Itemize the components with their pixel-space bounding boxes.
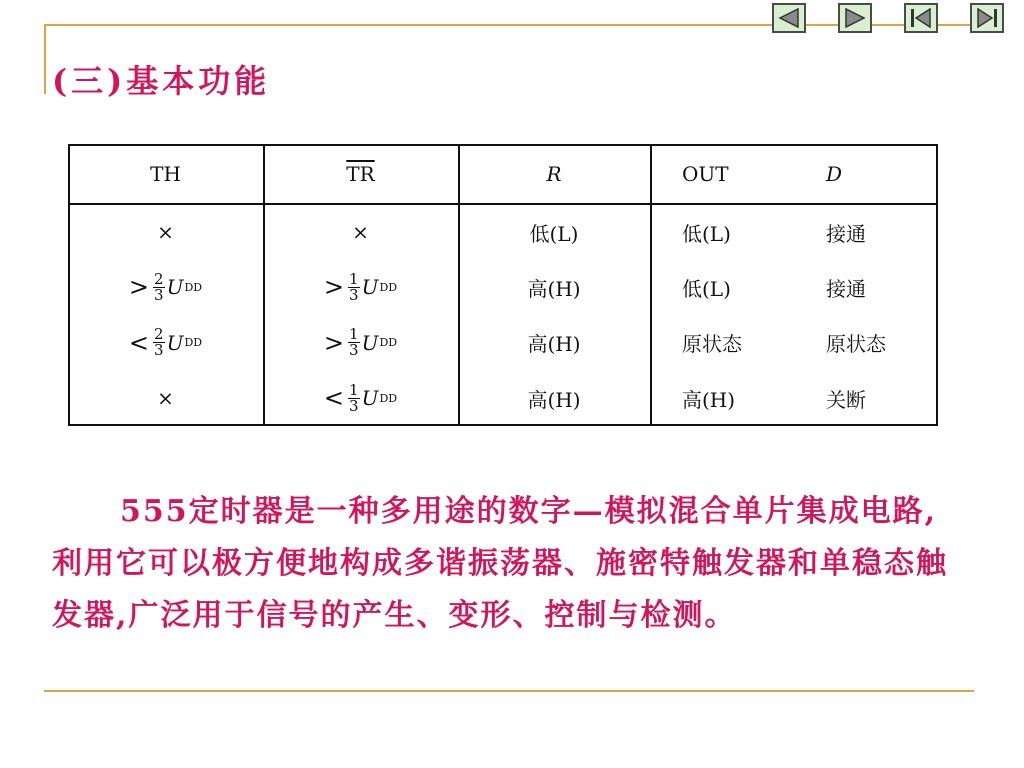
fraction-numerator: 1: [349, 325, 359, 344]
fraction-denominator: 3: [154, 341, 164, 360]
section-heading: (三)基本功能: [52, 62, 271, 100]
next-slide-button[interactable]: [838, 3, 872, 33]
cell-tr: [263, 315, 458, 371]
table-row: [68, 371, 938, 427]
fraction-denominator: 3: [154, 285, 164, 304]
cell-out-d: [650, 315, 938, 371]
bottom-rule: [44, 690, 974, 692]
relation-symbol: >: [128, 273, 150, 302]
cell-out: 高(H): [682, 387, 736, 412]
fraction: [348, 269, 360, 304]
fraction-numerator: 2: [154, 325, 164, 344]
cell-d: 接通: [826, 221, 866, 246]
fraction-numerator: 1: [349, 380, 359, 399]
cell-tr: [263, 371, 458, 427]
relation-symbol: <: [323, 384, 345, 413]
cell-r: 高(H): [527, 276, 581, 301]
description-paragraph: 555定时器是一种多用途的数字—模拟混合单片集成电路,利用它可以极方便地构成多谐振荡器、施密特触发器和单稳态触发器,广泛用于信号的产生、变形、控制与检测。: [52, 494, 948, 633]
relation-symbol: >: [323, 328, 345, 357]
cell-out-d: [650, 260, 938, 316]
cell-r: 低(L): [529, 221, 579, 246]
voltage-variable: U: [361, 275, 379, 300]
voltage-subscript: DD: [379, 391, 398, 405]
threshold-expression: [323, 269, 398, 304]
table-body: [68, 204, 938, 426]
cell-out: 低(L): [682, 276, 731, 301]
cell-tr: [263, 204, 458, 260]
table-row: [68, 315, 938, 371]
header-tr-label: $\overline{TR}$: [346, 161, 375, 186]
header-r-label: R: [546, 161, 562, 186]
fraction: [348, 380, 360, 415]
cell-th: [68, 260, 263, 316]
fraction: [153, 327, 165, 358]
cell-out: 低(L): [682, 221, 731, 246]
cell-tr: [263, 260, 458, 316]
threshold-expression: [323, 380, 398, 415]
cell-tr-value: ×: [352, 220, 369, 245]
cell-th: [68, 315, 263, 371]
cell-th-value: ×: [157, 386, 174, 411]
column-divider: [458, 144, 460, 426]
triangle-left-icon: [776, 7, 802, 29]
first-slide-button[interactable]: [904, 3, 938, 33]
fraction-numerator: 1: [349, 269, 359, 288]
header-r: [458, 144, 650, 204]
voltage-subscript: DD: [379, 336, 398, 350]
fraction: [348, 327, 360, 358]
cell-out-d: [650, 371, 938, 427]
fraction-denominator: 3: [349, 285, 359, 304]
cell-th: [68, 204, 263, 260]
fraction-denominator: 3: [349, 341, 359, 360]
threshold-expression: [128, 269, 203, 304]
column-divider: [650, 144, 652, 426]
voltage-variable: U: [166, 275, 184, 300]
skip-last-icon: [974, 7, 1000, 29]
voltage-subscript: DD: [184, 336, 203, 350]
left-rule: [44, 24, 46, 94]
last-slide-button[interactable]: [970, 3, 1004, 33]
header-out-d: [650, 144, 938, 204]
triangle-right-icon: [842, 7, 868, 29]
relation-symbol: <: [128, 328, 150, 357]
skip-first-icon: [908, 7, 934, 29]
header-out: OUT: [682, 161, 729, 186]
threshold-expression: [129, 327, 202, 358]
table-row: [68, 204, 938, 260]
cell-d: 关断: [826, 387, 866, 412]
header-tr: [263, 144, 458, 204]
cell-out: 原状态: [682, 332, 742, 357]
header-d: D: [826, 161, 843, 186]
cell-r: 高(H): [527, 387, 581, 412]
cell-d: 接通: [826, 276, 866, 301]
cell-th: [68, 371, 263, 427]
voltage-variable: U: [166, 330, 184, 355]
column-divider: [263, 144, 265, 426]
header-th: TH: [68, 144, 263, 204]
table-header-row: [68, 144, 938, 204]
cell-r: 高(H): [527, 332, 581, 357]
slide-navigation: [770, 3, 1020, 37]
table-row: [68, 260, 938, 316]
voltage-variable: U: [361, 330, 379, 355]
voltage-subscript: DD: [379, 280, 398, 294]
voltage-subscript: DD: [184, 280, 203, 294]
voltage-variable: U: [361, 386, 379, 411]
cell-out-d: [650, 204, 938, 260]
truth-table-container: [68, 144, 938, 426]
truth-table: [68, 144, 938, 426]
fraction-denominator: 3: [349, 396, 359, 415]
threshold-expression: [324, 327, 397, 358]
fraction: [153, 269, 165, 304]
cell-th-value: ×: [157, 220, 174, 245]
cell-d: 原状态: [826, 332, 886, 357]
fraction-numerator: 2: [154, 269, 164, 288]
relation-symbol: >: [323, 273, 345, 302]
prev-slide-button[interactable]: [772, 3, 806, 33]
